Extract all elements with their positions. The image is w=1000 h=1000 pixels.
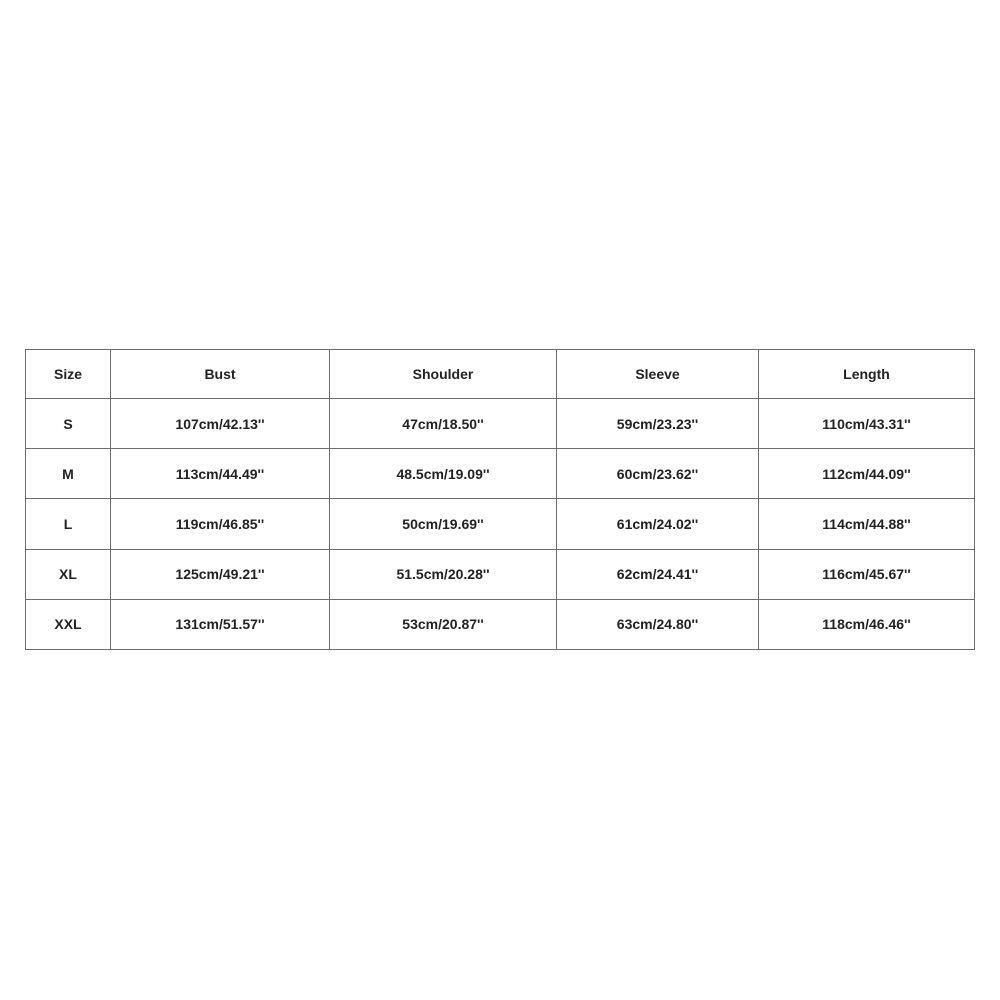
- size-chart-table: [25, 349, 975, 650]
- cell-size: M: [26, 449, 111, 499]
- cell-sleeve: 60cm/23.62'': [557, 449, 759, 499]
- table-header-row: [26, 350, 975, 399]
- cell-size: XL: [26, 549, 111, 599]
- cell-size: S: [26, 399, 111, 449]
- cell-bust: 107cm/42.13'': [111, 399, 330, 449]
- cell-length: 114cm/44.88'': [759, 499, 975, 549]
- cell-shoulder: 48.5cm/19.09'': [330, 449, 557, 499]
- cell-sleeve: 61cm/24.02'': [557, 499, 759, 549]
- header-sleeve: Sleeve: [557, 350, 759, 399]
- cell-size: XXL: [26, 599, 111, 649]
- cell-shoulder: 47cm/18.50'': [330, 399, 557, 449]
- cell-sleeve: 62cm/24.41'': [557, 549, 759, 599]
- header-shoulder: Shoulder: [330, 350, 557, 399]
- cell-bust: 119cm/46.85'': [111, 499, 330, 549]
- cell-shoulder: 50cm/19.69'': [330, 499, 557, 549]
- cell-size: L: [26, 499, 111, 549]
- cell-length: 118cm/46.46'': [759, 599, 975, 649]
- cell-bust: 131cm/51.57'': [111, 599, 330, 649]
- cell-bust: 125cm/49.21'': [111, 549, 330, 599]
- table-row: [26, 499, 975, 549]
- cell-bust: 113cm/44.49'': [111, 449, 330, 499]
- table-row: [26, 549, 975, 599]
- cell-sleeve: 59cm/23.23'': [557, 399, 759, 449]
- header-length: Length: [759, 350, 975, 399]
- cell-length: 112cm/44.09'': [759, 449, 975, 499]
- table-row: [26, 449, 975, 499]
- cell-length: 110cm/43.31'': [759, 399, 975, 449]
- table-row: [26, 399, 975, 449]
- cell-shoulder: 53cm/20.87'': [330, 599, 557, 649]
- cell-sleeve: 63cm/24.80'': [557, 599, 759, 649]
- header-bust: Bust: [111, 350, 330, 399]
- cell-length: 116cm/45.67'': [759, 549, 975, 599]
- cell-shoulder: 51.5cm/20.28'': [330, 549, 557, 599]
- header-size: Size: [26, 350, 111, 399]
- table-row: [26, 599, 975, 649]
